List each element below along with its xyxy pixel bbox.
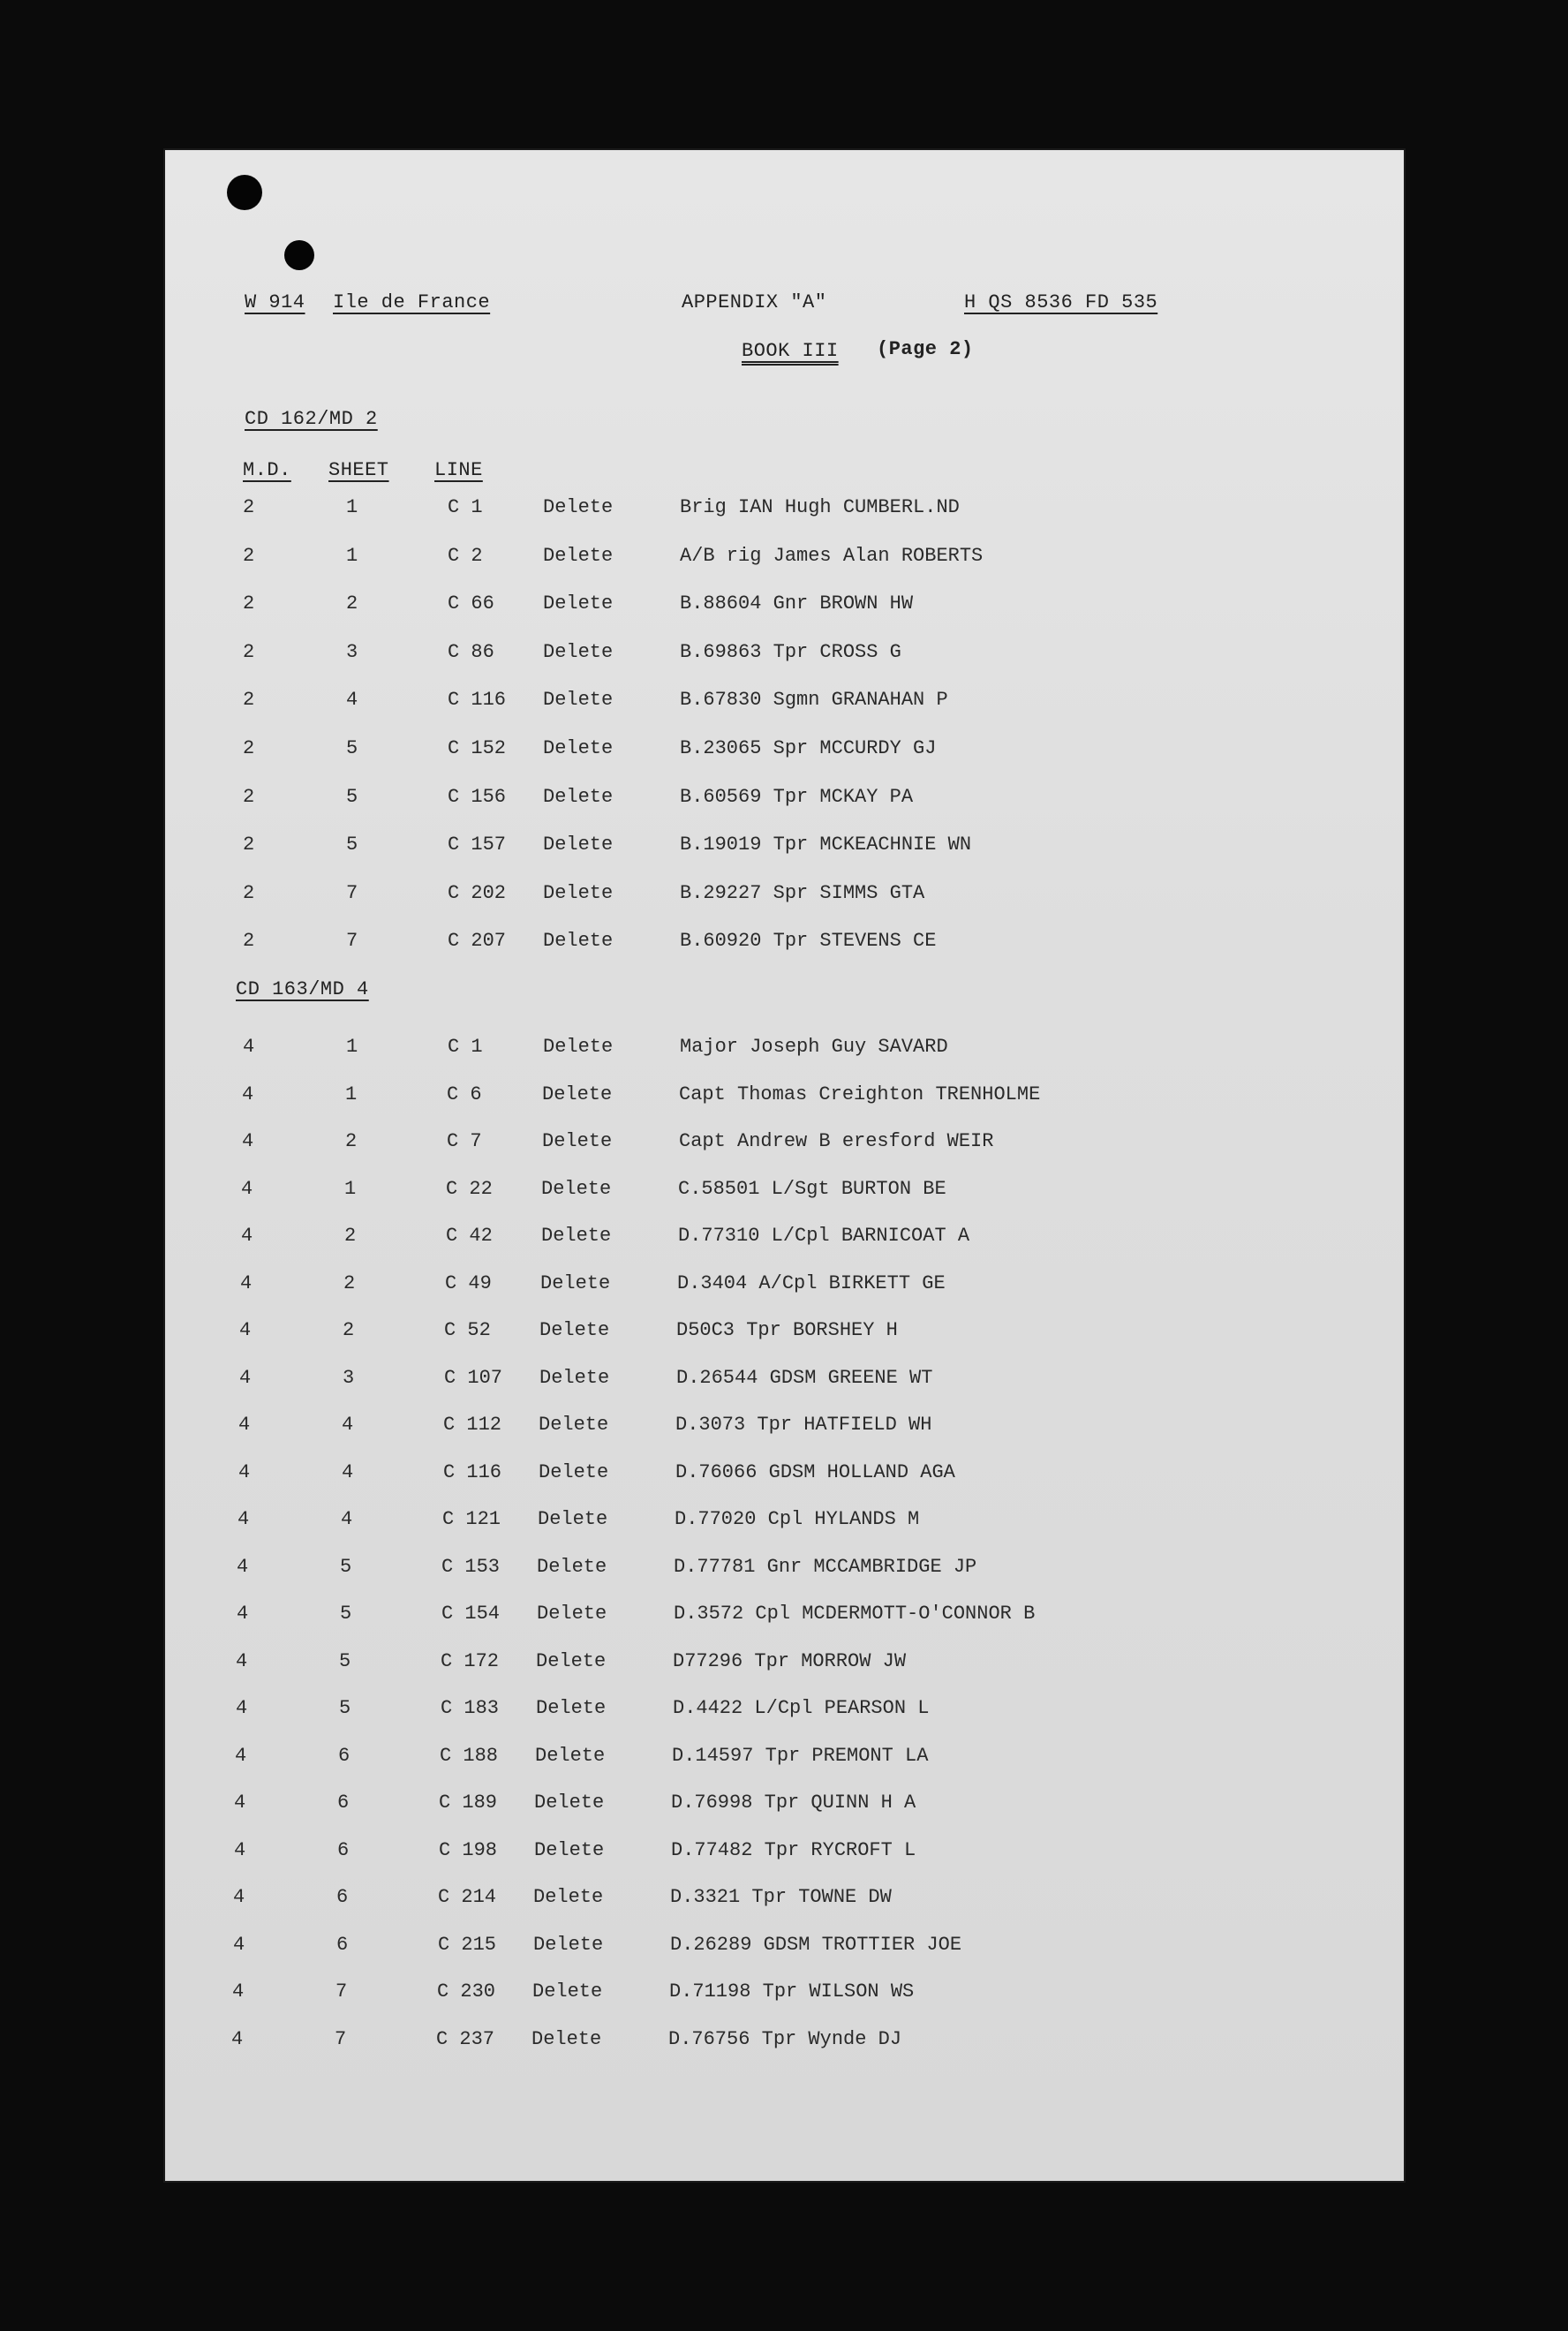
md-cell: 2 <box>243 496 255 518</box>
action-cell: Delete <box>543 592 614 615</box>
action-cell: Delete <box>538 1508 608 1530</box>
ref-right: H QS 8536 FD 535 <box>964 291 1158 313</box>
name-cell: Major Joseph Guy SAVARD <box>680 1036 948 1058</box>
md-cell: 4 <box>238 1414 251 1436</box>
table-row <box>165 1980 1404 2012</box>
sheet-cell: 7 <box>346 881 358 904</box>
table-row <box>165 1792 1404 1823</box>
action-cell: Delete <box>532 1980 603 2003</box>
appendix-title: APPENDIX "A" <box>682 291 827 313</box>
book-title: BOOK III <box>742 340 839 362</box>
action-cell: Delete <box>539 1414 609 1436</box>
line-cell: C 2 <box>448 544 483 567</box>
sheet-cell: 1 <box>346 544 358 567</box>
sheet-cell: 6 <box>336 1933 349 1956</box>
line-cell: C 6 <box>447 1083 482 1105</box>
md-cell: 4 <box>233 1886 245 1908</box>
line-cell: C 116 <box>448 689 507 712</box>
table-row <box>165 882 1404 914</box>
name-cell: B.60569 Tpr MCKAY PA <box>680 785 914 808</box>
md-cell: 2 <box>243 737 255 759</box>
action-cell: Delete <box>543 1036 614 1058</box>
line-cell: C 188 <box>440 1744 499 1767</box>
md-cell: 4 <box>243 1036 255 1058</box>
action-cell: Delete <box>543 834 614 856</box>
md-cell: 2 <box>243 640 255 663</box>
line-cell: C 154 <box>441 1603 501 1625</box>
table-row <box>165 2028 1404 2060</box>
name-cell: D.3321 Tpr TOWNE DW <box>670 1886 892 1908</box>
name-cell: D.26544 GDSM GREENE WT <box>676 1366 933 1389</box>
sheet-cell: 3 <box>343 1366 355 1389</box>
action-cell: Delete <box>539 1460 609 1483</box>
name-cell: D.76998 Tpr QUINN H A <box>671 1792 916 1814</box>
sheet-cell: 4 <box>346 689 358 712</box>
line-cell: C 121 <box>442 1508 501 1530</box>
line-cell: C 198 <box>439 1838 498 1861</box>
md-cell: 2 <box>243 785 255 808</box>
action-cell: Delete <box>536 1697 607 1719</box>
table-row <box>165 1130 1404 1162</box>
sheet-cell: 6 <box>338 1744 351 1767</box>
line-cell: C 116 <box>443 1460 502 1483</box>
sheet-cell: 5 <box>346 737 358 759</box>
line-cell: C 153 <box>441 1555 501 1578</box>
sheet-cell: 3 <box>346 640 358 663</box>
table-row <box>165 1272 1404 1304</box>
md-cell: 4 <box>239 1366 252 1389</box>
md-cell: 4 <box>231 2027 244 2050</box>
md-cell: 4 <box>236 1649 248 1672</box>
name-cell: D50C3 Tpr BORSHEY H <box>676 1319 898 1341</box>
line-cell: C 7 <box>447 1130 482 1152</box>
md-cell: 4 <box>241 1225 253 1247</box>
line-cell: C 157 <box>448 834 507 856</box>
md-cell: 4 <box>242 1130 254 1152</box>
action-cell: Delete <box>543 881 614 904</box>
md-cell: 4 <box>239 1319 252 1341</box>
sheet-cell: 4 <box>342 1460 354 1483</box>
page-label: (Page 2) <box>877 338 974 360</box>
action-cell: Delete <box>537 1555 607 1578</box>
line-cell: C 86 <box>448 640 494 663</box>
sheet-cell: 4 <box>342 1414 354 1436</box>
line-cell: C 172 <box>441 1649 500 1672</box>
md-cell: 2 <box>243 592 255 615</box>
md-cell: 4 <box>234 1792 246 1814</box>
table-row <box>165 1603 1404 1634</box>
md-cell: 4 <box>240 1271 253 1294</box>
sheet-cell: 1 <box>344 1177 357 1200</box>
name-cell: D.71198 Tpr WILSON WS <box>669 1980 915 2003</box>
action-cell: Delete <box>540 1271 611 1294</box>
sheet-cell: 5 <box>340 1603 352 1625</box>
action-cell: Delete <box>539 1319 610 1341</box>
md-cell: 2 <box>243 689 255 712</box>
table-row <box>165 1367 1404 1399</box>
name-cell: D.3404 A/Cpl BIRKETT GE <box>677 1271 946 1294</box>
line-cell: C 237 <box>436 2027 495 2050</box>
action-cell: Delete <box>534 1792 605 1814</box>
line-cell: C 189 <box>439 1792 498 1814</box>
sheet-cell: 2 <box>344 1225 357 1247</box>
md-cell: 4 <box>241 1177 253 1200</box>
name-cell: D.76756 Tpr Wynde DJ <box>668 2027 902 2050</box>
md-cell: 4 <box>242 1083 254 1105</box>
name-cell: Capt Andrew B eresford WEIR <box>679 1130 994 1152</box>
action-cell: Delete <box>541 1225 612 1247</box>
sheet-cell: 7 <box>335 1980 348 2003</box>
sheet-cell: 5 <box>346 785 358 808</box>
line-cell: C 183 <box>441 1697 500 1719</box>
name-cell: B.23065 Spr MCCURDY GJ <box>680 737 937 759</box>
ship-name: Ile de France <box>333 291 491 313</box>
md-cell: 4 <box>234 1838 246 1861</box>
sheet-cell: 7 <box>335 2027 347 2050</box>
sheet-cell: 1 <box>346 496 358 518</box>
sheet-cell: 1 <box>345 1083 358 1105</box>
line-cell: C 42 <box>446 1225 493 1247</box>
line-cell: C 152 <box>448 737 507 759</box>
punch-hole <box>284 240 314 270</box>
name-cell: D.3073 Tpr HATFIELD WH <box>675 1414 932 1436</box>
sheet-cell: 2 <box>343 1319 355 1341</box>
md-cell: 4 <box>232 1980 245 2003</box>
name-cell: D.77020 Cpl HYLANDS M <box>675 1508 920 1530</box>
column-header-line: LINE <box>434 459 483 481</box>
md-cell: 4 <box>236 1697 248 1719</box>
name-cell: D.76066 GDSM HOLLAND AGA <box>675 1460 955 1483</box>
sheet-cell: 1 <box>346 1036 358 1058</box>
table-row <box>165 1697 1404 1729</box>
column-header-md: M.D. <box>243 459 291 481</box>
sheet-cell: 2 <box>343 1271 356 1294</box>
table-row <box>165 1083 1404 1115</box>
section-title: CD 162/MD 2 <box>245 408 378 430</box>
name-cell: B.88604 Gnr BROWN HW <box>680 592 914 615</box>
table-row <box>165 1036 1404 1067</box>
md-cell: 4 <box>237 1603 249 1625</box>
action-cell: Delete <box>531 2027 602 2050</box>
table-row <box>165 1225 1404 1256</box>
line-cell: C 207 <box>448 930 507 953</box>
name-cell: B.29227 Spr SIMMS GTA <box>680 881 925 904</box>
md-cell: 2 <box>243 834 255 856</box>
name-cell: A/B rig James Alan ROBERTS <box>680 544 984 567</box>
table-row <box>165 786 1404 818</box>
name-cell: D.77482 Tpr RYCROFT L <box>671 1838 916 1861</box>
action-cell: Delete <box>541 1177 612 1200</box>
action-cell: Delete <box>542 1083 613 1105</box>
name-cell: D77296 Tpr MORROW JW <box>673 1649 907 1672</box>
name-cell: B.67830 Sgmn GRANAHAN P <box>680 689 948 712</box>
action-cell: Delete <box>543 640 614 663</box>
line-cell: C 66 <box>448 592 494 615</box>
name-cell: D.77310 L/Cpl BARNICOAT A <box>678 1225 970 1247</box>
table-row <box>165 496 1404 528</box>
sheet-cell: 6 <box>337 1838 350 1861</box>
table-row <box>165 1178 1404 1210</box>
name-cell: B.19019 Tpr MCKEACHNIE WN <box>680 834 972 856</box>
table-row <box>165 1319 1404 1351</box>
table-row <box>165 834 1404 865</box>
table-row <box>165 930 1404 962</box>
line-cell: C 1 <box>448 1036 483 1058</box>
action-cell: Delete <box>536 1649 607 1672</box>
name-cell: D.77781 Gnr MCCAMBRIDGE JP <box>674 1555 977 1578</box>
line-cell: C 112 <box>443 1414 502 1436</box>
line-cell: C 52 <box>444 1319 491 1341</box>
table-row <box>165 1745 1404 1777</box>
sheet-cell: 5 <box>339 1649 351 1672</box>
md-cell: 4 <box>233 1933 245 1956</box>
column-header-sheet: SHEET <box>328 459 389 481</box>
line-cell: C 107 <box>444 1366 503 1389</box>
punch-hole <box>227 175 262 210</box>
sheet-cell: 2 <box>345 1130 358 1152</box>
md-cell: 4 <box>235 1744 247 1767</box>
sheet-cell: 4 <box>341 1508 353 1530</box>
sheet-cell: 2 <box>346 592 358 615</box>
action-cell: Delete <box>543 689 614 712</box>
table-row <box>165 592 1404 624</box>
action-cell: Delete <box>537 1603 607 1625</box>
action-cell: Delete <box>543 785 614 808</box>
sheet-cell: 6 <box>336 1886 349 1908</box>
sheet-cell: 5 <box>340 1555 352 1578</box>
action-cell: Delete <box>534 1838 605 1861</box>
name-cell: Capt Thomas Creighton TRENHOLME <box>679 1083 1041 1105</box>
line-cell: C 214 <box>438 1886 497 1908</box>
table-row <box>165 1934 1404 1965</box>
line-cell: C 215 <box>438 1933 497 1956</box>
action-cell: Delete <box>533 1933 604 1956</box>
line-cell: C 22 <box>446 1177 493 1200</box>
section-title: CD 163/MD 4 <box>236 978 369 1000</box>
name-cell: D.14597 Tpr PREMONT LA <box>672 1744 929 1767</box>
table-row <box>165 1556 1404 1588</box>
action-cell: Delete <box>543 544 614 567</box>
action-cell: Delete <box>535 1744 606 1767</box>
md-cell: 2 <box>243 930 255 953</box>
table-row <box>165 1414 1404 1445</box>
name-cell: D.26289 GDSM TROTTIER JOE <box>670 1933 962 1956</box>
md-cell: 4 <box>237 1508 250 1530</box>
line-cell: C 49 <box>445 1271 492 1294</box>
sheet-cell: 5 <box>339 1697 351 1719</box>
action-cell: Delete <box>542 1130 613 1152</box>
line-cell: C 1 <box>448 496 483 518</box>
table-row <box>165 1839 1404 1871</box>
line-cell: C 230 <box>437 1980 496 2003</box>
line-cell: C 202 <box>448 881 507 904</box>
table-row <box>165 737 1404 769</box>
action-cell: Delete <box>539 1366 610 1389</box>
name-cell: B.69863 Tpr CROSS G <box>680 640 901 663</box>
ref-left: W 914 <box>245 291 305 313</box>
action-cell: Delete <box>543 496 614 518</box>
name-cell: B.60920 Tpr STEVENS CE <box>680 930 937 953</box>
table-row <box>165 1650 1404 1682</box>
action-cell: Delete <box>533 1886 604 1908</box>
table-row <box>165 1886 1404 1918</box>
action-cell: Delete <box>543 737 614 759</box>
sheet-cell: 5 <box>346 834 358 856</box>
table-row <box>165 1461 1404 1493</box>
md-cell: 2 <box>243 544 255 567</box>
md-cell: 2 <box>243 881 255 904</box>
table-row <box>165 641 1404 673</box>
md-cell: 4 <box>238 1460 251 1483</box>
name-cell: D.3572 Cpl MCDERMOTT-O'CONNOR B <box>674 1603 1036 1625</box>
name-cell: D.4422 L/Cpl PEARSON L <box>673 1697 930 1719</box>
name-cell: C.58501 L/Sgt BURTON BE <box>678 1177 946 1200</box>
table-row <box>165 689 1404 720</box>
document-page <box>165 150 1404 2181</box>
sheet-cell: 6 <box>337 1792 350 1814</box>
md-cell: 4 <box>237 1555 249 1578</box>
table-row <box>165 545 1404 577</box>
line-cell: C 156 <box>448 785 507 808</box>
sheet-cell: 7 <box>346 930 358 953</box>
table-row <box>165 1508 1404 1540</box>
action-cell: Delete <box>543 930 614 953</box>
name-cell: Brig IAN Hugh CUMBERL.ND <box>680 496 960 518</box>
